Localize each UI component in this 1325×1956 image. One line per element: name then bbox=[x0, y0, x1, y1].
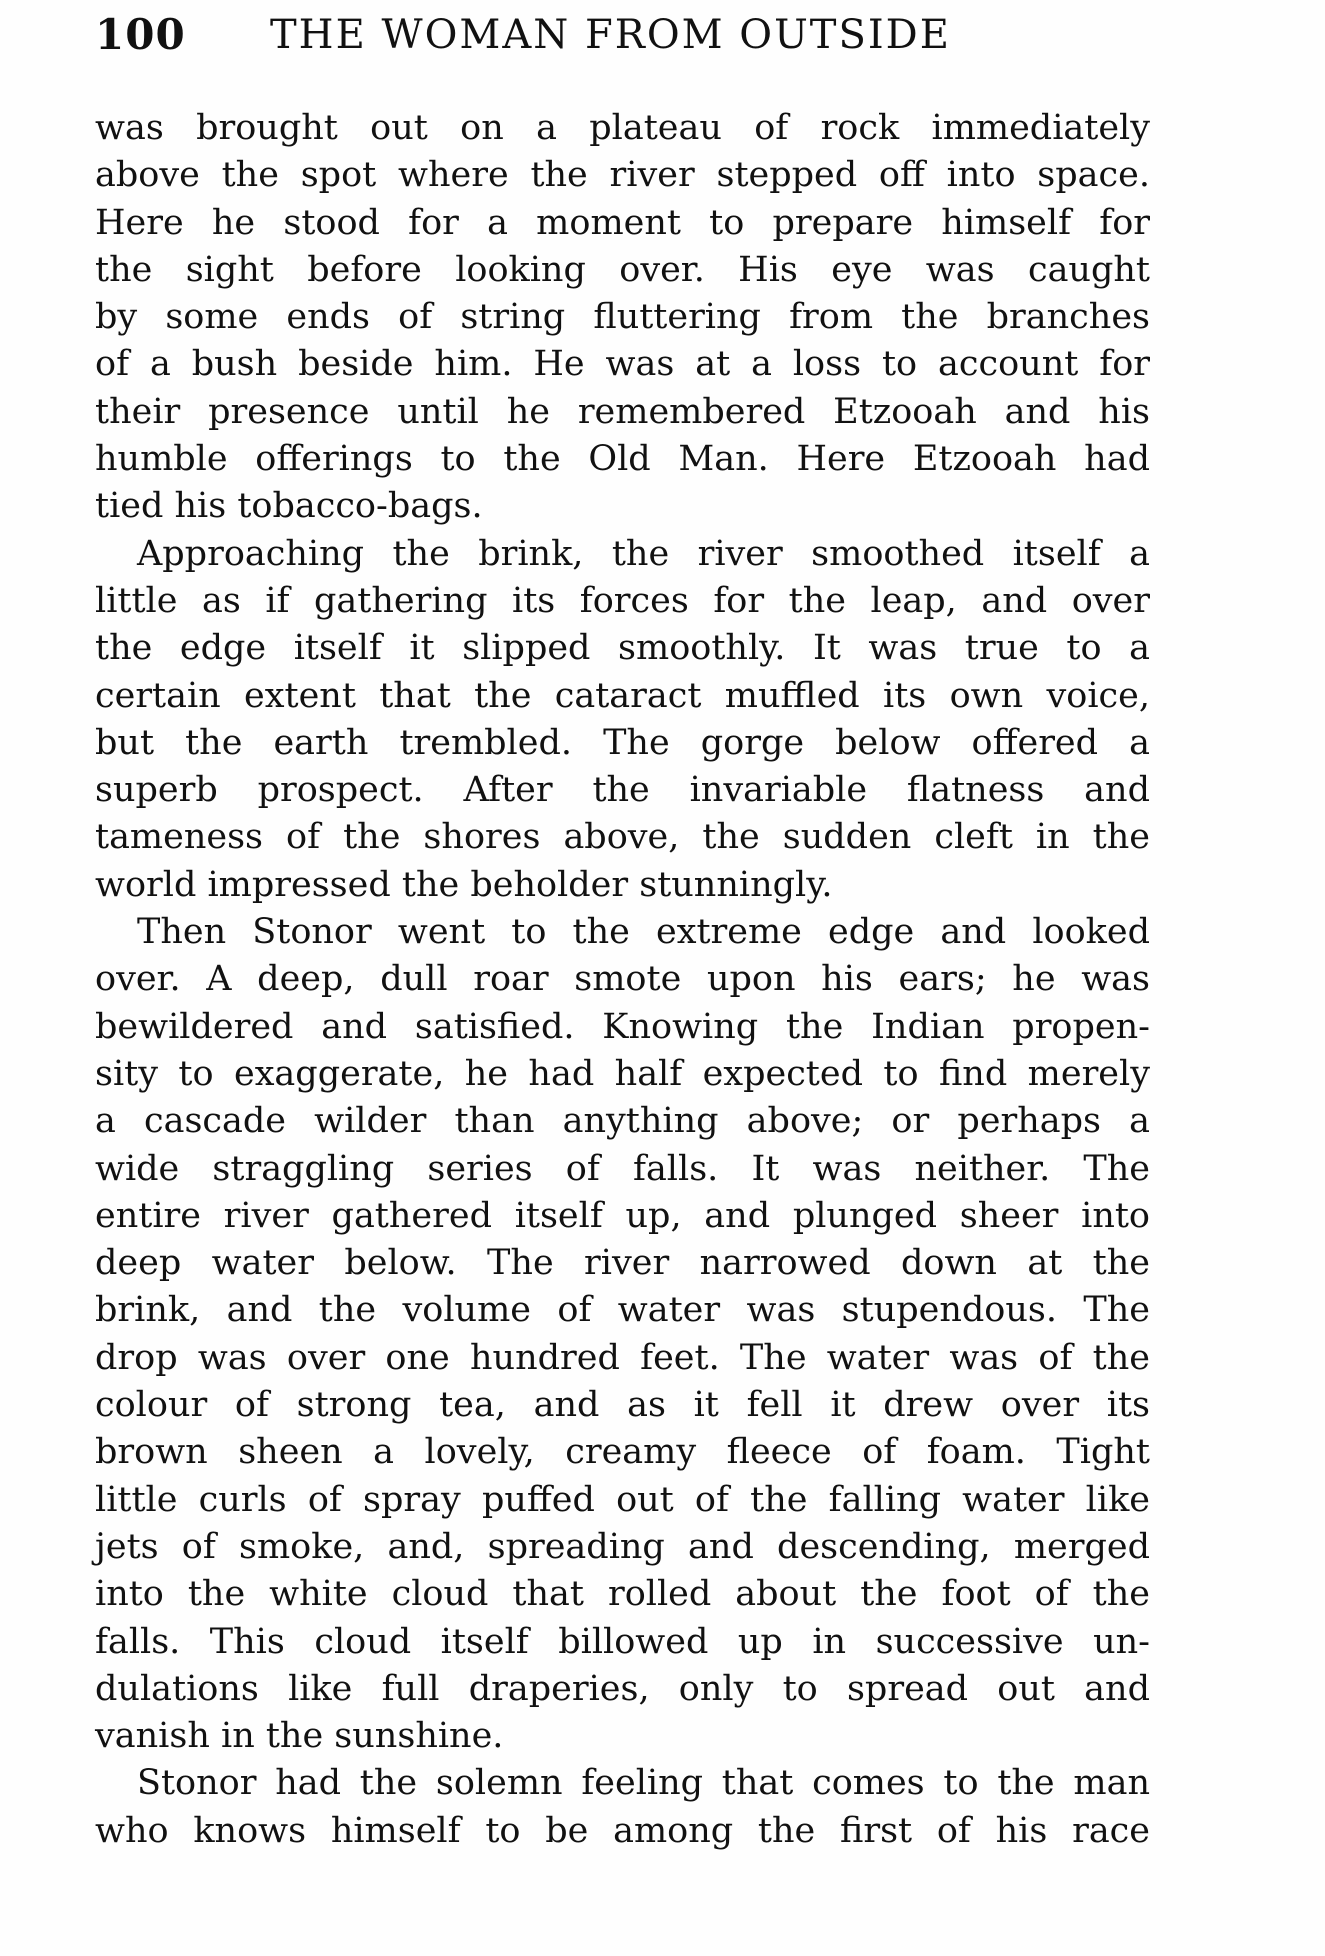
text-line: of a bush beside him. He was at a loss to account for bbox=[95, 344, 1150, 385]
text-line: Here he stood for a moment to prepare himself for bbox=[95, 202, 1150, 243]
paragraph bbox=[95, 531, 1150, 909]
text-line: tied his tobacco-bags. bbox=[95, 486, 483, 527]
paragraph bbox=[95, 1760, 1150, 1855]
text-line: world impressed the beholder stunningly. bbox=[95, 864, 833, 905]
body-text bbox=[95, 105, 1150, 1855]
text-line: dulations like full draperies, only to spread out and bbox=[95, 1668, 1150, 1709]
text-line: jets of smoke, and, spreading and descending, merged bbox=[95, 1526, 1150, 1567]
text-line: drop was over one hundred feet. The water was of the bbox=[95, 1337, 1150, 1378]
text-line: was brought out on a plateau of rock immediately bbox=[95, 108, 1150, 148]
text-line: brink, and the volume of water was stupendous. The bbox=[95, 1290, 1150, 1331]
text-line: wide straggling series of falls. It was neither. The bbox=[95, 1148, 1150, 1189]
text-line: colour of strong tea, and as it fell it drew over its bbox=[95, 1385, 1150, 1426]
text-line: Then Stonor went to the extreme edge and looked bbox=[137, 912, 1150, 953]
text-line: superb prospect. After the invariable flatness and bbox=[95, 770, 1150, 811]
text-line: brown sheen a lovely, creamy fleece of foam. Tight bbox=[95, 1432, 1150, 1473]
text-line: vanish in the sunshine. bbox=[95, 1716, 504, 1757]
text-line: Approaching the brink, the river smoothed itself a bbox=[137, 533, 1150, 574]
text-line: falls. This cloud itself billowed up in successive un- bbox=[95, 1621, 1150, 1662]
text-line: who knows himself to be among the first of his race bbox=[95, 1810, 1150, 1851]
paragraph bbox=[95, 909, 1150, 1760]
text-line: Stonor had the solemn feeling that comes to the man bbox=[137, 1763, 1150, 1804]
text-line: the sight before looking over. His eye was caught bbox=[95, 249, 1150, 290]
page-number: 100 bbox=[95, 10, 186, 59]
text-line: the edge itself it slipped smoothly. It was true to a bbox=[95, 628, 1150, 669]
text-line: bewildered and satisfied. Knowing the Indian propen- bbox=[95, 1006, 1150, 1047]
running-title: THE WOMAN FROM OUTSIDE bbox=[270, 12, 951, 58]
paragraph bbox=[95, 105, 1150, 531]
text-line: deep water below. The river narrowed down at the bbox=[95, 1243, 1150, 1284]
text-line: their presence until he remembered Etzooah and his bbox=[95, 391, 1150, 432]
text-line: above the spot where the river stepped off into space. bbox=[95, 155, 1150, 196]
text-line: a cascade wilder than anything above; or perhaps a bbox=[95, 1101, 1150, 1142]
text-line: over. A deep, dull roar smote upon his ears; he was bbox=[95, 959, 1150, 1000]
text-line: sity to exaggerate, he had half expected to find merely bbox=[95, 1053, 1150, 1094]
running-head bbox=[95, 10, 1175, 70]
text-line: certain extent that the cataract muffled its own voice, bbox=[95, 675, 1150, 716]
text-line: by some ends of string fluttering from the branches bbox=[95, 297, 1150, 338]
text-line: little as if gathering its forces for the leap, and over bbox=[95, 580, 1150, 621]
text-line: entire river gathered itself up, and plunged sheer into bbox=[95, 1195, 1150, 1236]
text-line: but the earth trembled. The gorge below offered a bbox=[95, 722, 1150, 763]
text-line: tameness of the shores above, the sudden cleft in the bbox=[95, 817, 1150, 858]
text-line: into the white cloud that rolled about the foot of the bbox=[95, 1574, 1150, 1615]
text-line: little curls of spray puffed out of the falling water like bbox=[95, 1479, 1150, 1520]
text-line: humble offerings to the Old Man. Here Etzooah had bbox=[95, 439, 1150, 480]
